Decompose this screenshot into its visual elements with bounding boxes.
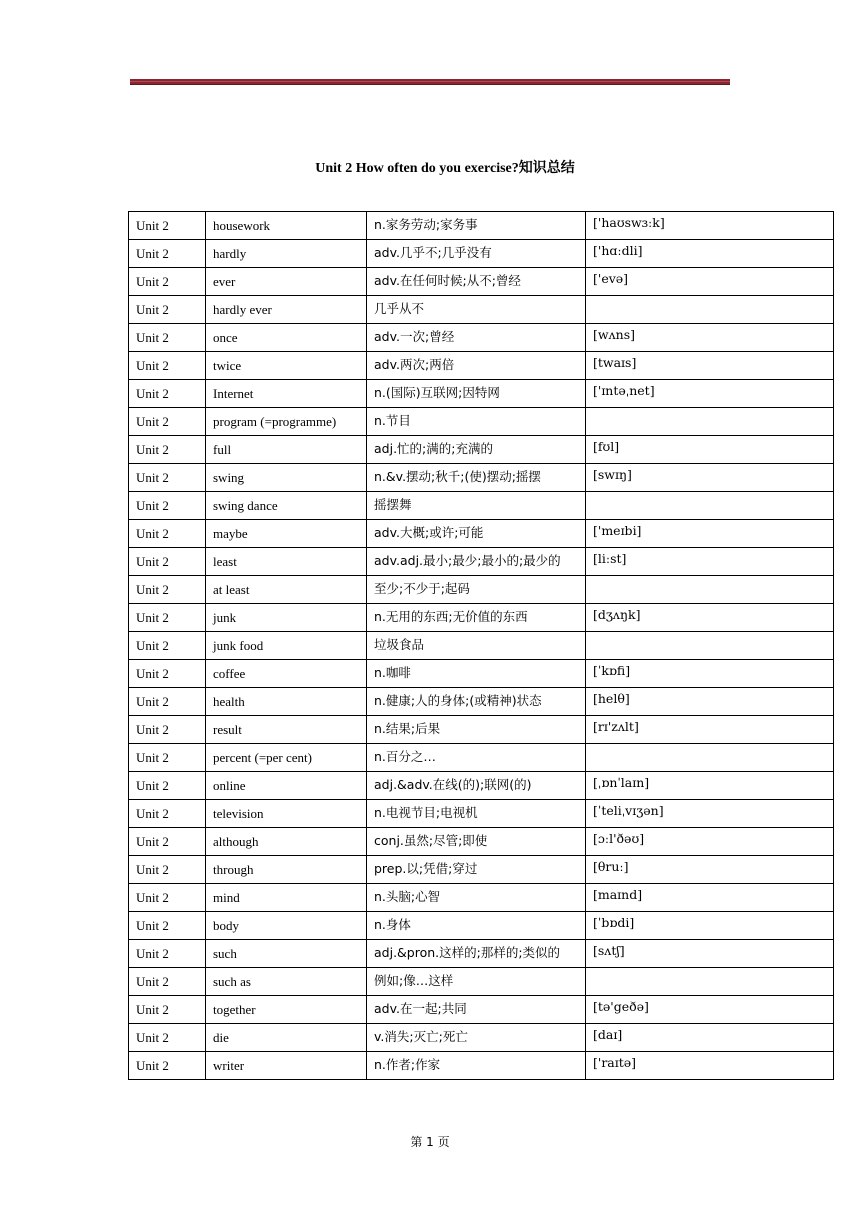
pronunciation-cell: [twaɪs] xyxy=(586,352,834,380)
table-row xyxy=(129,828,834,856)
unit-cell: Unit 2 xyxy=(129,464,206,492)
word-cell: maybe xyxy=(206,520,367,548)
pronunciation-cell: [dʒʌŋk] xyxy=(586,604,834,632)
unit-cell: Unit 2 xyxy=(129,772,206,800)
definition-cell: n.&v.摆动;秋千;(使)摆动;摇摆 xyxy=(367,464,586,492)
definition-cell: n.头脑;心智 xyxy=(367,884,586,912)
word-cell: writer xyxy=(206,1052,367,1080)
unit-cell: Unit 2 xyxy=(129,212,206,240)
pronunciation-cell: [sʌtʃ] xyxy=(586,940,834,968)
pronunciation-cell xyxy=(586,576,834,604)
pronunciation-cell xyxy=(586,744,834,772)
definition-cell: adj.&pron.这样的;那样的;类似的 xyxy=(367,940,586,968)
unit-cell: Unit 2 xyxy=(129,660,206,688)
word-cell: housework xyxy=(206,212,367,240)
unit-cell: Unit 2 xyxy=(129,548,206,576)
table-row xyxy=(129,856,834,884)
table-row xyxy=(129,240,834,268)
definition-cell: prep.以;凭借;穿过 xyxy=(367,856,586,884)
unit-cell: Unit 2 xyxy=(129,352,206,380)
pronunciation-cell xyxy=(586,632,834,660)
table-row xyxy=(129,1024,834,1052)
table-row xyxy=(129,212,834,240)
table-row xyxy=(129,548,834,576)
definition-cell: 至少;不少于;起码 xyxy=(367,576,586,604)
word-cell: die xyxy=(206,1024,367,1052)
word-cell: percent (=per cent) xyxy=(206,744,367,772)
unit-cell: Unit 2 xyxy=(129,604,206,632)
word-cell: ever xyxy=(206,268,367,296)
pronunciation-cell xyxy=(586,296,834,324)
definition-cell: adv.在一起;共同 xyxy=(367,996,586,1024)
definition-cell: 垃圾食品 xyxy=(367,632,586,660)
pronunciation-cell: ['ɪntəˌnet] xyxy=(586,380,834,408)
unit-cell: Unit 2 xyxy=(129,268,206,296)
unit-cell: Unit 2 xyxy=(129,240,206,268)
page-number: 第 1 页 xyxy=(410,1135,450,1149)
header-rule xyxy=(130,79,730,85)
table-row xyxy=(129,940,834,968)
document-title: Unit 2 How often do you exercise?知识总结 xyxy=(315,161,575,176)
table-row xyxy=(129,436,834,464)
definition-cell: adv.两次;两倍 xyxy=(367,352,586,380)
pronunciation-cell: ['raɪtə] xyxy=(586,1052,834,1080)
definition-cell: adv.一次;曾经 xyxy=(367,324,586,352)
pronunciation-cell: [θruː] xyxy=(586,856,834,884)
table-row xyxy=(129,632,834,660)
table-row xyxy=(129,520,834,548)
word-cell: Internet xyxy=(206,380,367,408)
table-row xyxy=(129,352,834,380)
pronunciation-cell: [maɪnd] xyxy=(586,884,834,912)
unit-cell: Unit 2 xyxy=(129,492,206,520)
word-cell: mind xyxy=(206,884,367,912)
unit-cell: Unit 2 xyxy=(129,520,206,548)
pronunciation-cell: [liːst] xyxy=(586,548,834,576)
unit-cell: Unit 2 xyxy=(129,912,206,940)
definition-cell: 例如;像…这样 xyxy=(367,968,586,996)
pronunciation-cell: [helθ] xyxy=(586,688,834,716)
word-cell: junk food xyxy=(206,632,367,660)
table-row xyxy=(129,912,834,940)
definition-cell: n.百分之… xyxy=(367,744,586,772)
table-row xyxy=(129,800,834,828)
unit-cell: Unit 2 xyxy=(129,1052,206,1080)
table-row xyxy=(129,688,834,716)
unit-cell: Unit 2 xyxy=(129,1024,206,1052)
pronunciation-cell xyxy=(586,408,834,436)
table-row xyxy=(129,884,834,912)
unit-cell: Unit 2 xyxy=(129,800,206,828)
word-cell: such as xyxy=(206,968,367,996)
pronunciation-cell: ['hɑːdli] xyxy=(586,240,834,268)
word-cell: swing xyxy=(206,464,367,492)
definition-cell: v.消失;灭亡;死亡 xyxy=(367,1024,586,1052)
pronunciation-cell: [tə'geðə] xyxy=(586,996,834,1024)
table-row xyxy=(129,716,834,744)
definition-cell: adj.&adv.在线(的);联网(的) xyxy=(367,772,586,800)
unit-cell: Unit 2 xyxy=(129,968,206,996)
table-row xyxy=(129,772,834,800)
pronunciation-cell: [ˈteliˌvɪʒən] xyxy=(586,800,834,828)
word-cell: once xyxy=(206,324,367,352)
table-row xyxy=(129,576,834,604)
table-row xyxy=(129,996,834,1024)
pronunciation-cell xyxy=(586,968,834,996)
word-cell: full xyxy=(206,436,367,464)
definition-cell: n.作者;作家 xyxy=(367,1052,586,1080)
word-cell: through xyxy=(206,856,367,884)
pronunciation-cell: ['haʊswɜːk] xyxy=(586,212,834,240)
table-row xyxy=(129,744,834,772)
pronunciation-cell: [ˌɒnˈlaɪn] xyxy=(586,772,834,800)
definition-cell: 几乎从不 xyxy=(367,296,586,324)
word-cell: body xyxy=(206,912,367,940)
word-cell: television xyxy=(206,800,367,828)
word-cell: hardly ever xyxy=(206,296,367,324)
word-cell: twice xyxy=(206,352,367,380)
pronunciation-cell: [ˈkɒfi] xyxy=(586,660,834,688)
definition-cell: adj.忙的;满的;充满的 xyxy=(367,436,586,464)
table-row xyxy=(129,380,834,408)
pronunciation-cell: [fʊl] xyxy=(586,436,834,464)
word-cell: swing dance xyxy=(206,492,367,520)
word-cell: although xyxy=(206,828,367,856)
vocabulary-table xyxy=(128,211,834,1080)
definition-cell: n.身体 xyxy=(367,912,586,940)
word-cell: junk xyxy=(206,604,367,632)
word-cell: at least xyxy=(206,576,367,604)
pronunciation-cell: [wʌns] xyxy=(586,324,834,352)
definition-cell: adv.adj.最小;最少;最小的;最少的 xyxy=(367,548,586,576)
unit-cell: Unit 2 xyxy=(129,632,206,660)
word-cell: least xyxy=(206,548,367,576)
table-row xyxy=(129,604,834,632)
unit-cell: Unit 2 xyxy=(129,856,206,884)
unit-cell: Unit 2 xyxy=(129,940,206,968)
definition-cell: n.家务劳动;家务事 xyxy=(367,212,586,240)
unit-cell: Unit 2 xyxy=(129,296,206,324)
definition-cell: n.结果;后果 xyxy=(367,716,586,744)
definition-cell: n.健康;人的身体;(或精神)状态 xyxy=(367,688,586,716)
pronunciation-cell xyxy=(586,492,834,520)
unit-cell: Unit 2 xyxy=(129,884,206,912)
unit-cell: Unit 2 xyxy=(129,688,206,716)
unit-cell: Unit 2 xyxy=(129,828,206,856)
word-cell: together xyxy=(206,996,367,1024)
unit-cell: Unit 2 xyxy=(129,744,206,772)
word-cell: online xyxy=(206,772,367,800)
definition-cell: adv.大概;或许;可能 xyxy=(367,520,586,548)
word-cell: program (=programme) xyxy=(206,408,367,436)
word-cell: hardly xyxy=(206,240,367,268)
table-row xyxy=(129,660,834,688)
word-cell: health xyxy=(206,688,367,716)
pronunciation-cell: [rɪ'zʌlt] xyxy=(586,716,834,744)
table-row xyxy=(129,268,834,296)
pronunciation-cell: [ˈbɒdi] xyxy=(586,912,834,940)
table-row xyxy=(129,492,834,520)
definition-cell: 摇摆舞 xyxy=(367,492,586,520)
pronunciation-cell: ['meɪbi] xyxy=(586,520,834,548)
pronunciation-cell: ['evə] xyxy=(586,268,834,296)
unit-cell: Unit 2 xyxy=(129,324,206,352)
pronunciation-cell: [daɪ] xyxy=(586,1024,834,1052)
pronunciation-cell: [ɔːl'ðəʊ] xyxy=(586,828,834,856)
word-cell: coffee xyxy=(206,660,367,688)
table-row xyxy=(129,408,834,436)
definition-cell: n.节目 xyxy=(367,408,586,436)
definition-cell: n.电视节目;电视机 xyxy=(367,800,586,828)
unit-cell: Unit 2 xyxy=(129,380,206,408)
unit-cell: Unit 2 xyxy=(129,436,206,464)
table-row xyxy=(129,324,834,352)
table-row xyxy=(129,1052,834,1080)
table-row xyxy=(129,968,834,996)
unit-cell: Unit 2 xyxy=(129,996,206,1024)
unit-cell: Unit 2 xyxy=(129,408,206,436)
definition-cell: n.咖啡 xyxy=(367,660,586,688)
table-row xyxy=(129,296,834,324)
definition-cell: n.无用的东西;无价值的东西 xyxy=(367,604,586,632)
table-row xyxy=(129,464,834,492)
pronunciation-cell: [swɪŋ] xyxy=(586,464,834,492)
unit-cell: Unit 2 xyxy=(129,716,206,744)
definition-cell: adv.几乎不;几乎没有 xyxy=(367,240,586,268)
word-cell: such xyxy=(206,940,367,968)
vocabulary-table-body xyxy=(129,212,834,1080)
definition-cell: n.(国际)互联网;因特网 xyxy=(367,380,586,408)
definition-cell: adv.在任何时候;从不;曾经 xyxy=(367,268,586,296)
unit-cell: Unit 2 xyxy=(129,576,206,604)
word-cell: result xyxy=(206,716,367,744)
definition-cell: conj.虽然;尽管;即使 xyxy=(367,828,586,856)
